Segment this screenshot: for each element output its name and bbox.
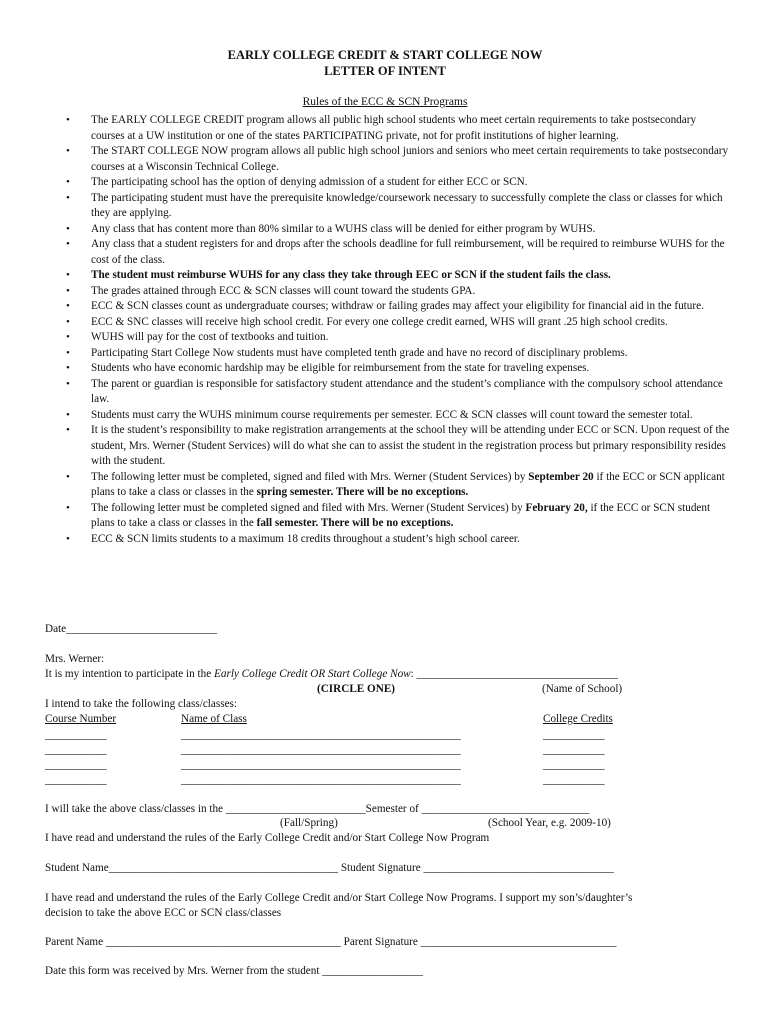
school-name-field[interactable]: : ____________________________________ [410,668,618,680]
salutation: Mrs. Werner: [45,653,105,665]
rule-item: • Students who have economic hardship may be eligible for reimbursement from the state for traveling expenses. [50,361,730,377]
course-number-field[interactable]: ___________ [45,744,107,756]
student-signature-field[interactable]: Student Name_________________________________________ Student Signature __________________________________ [45,862,614,874]
class-name-field[interactable]: __________________________________________________ [181,774,461,786]
credits-field[interactable]: ___________ [543,774,605,786]
received-date-field[interactable]: Date this form was received by Mrs. Werner from the student __________________ [45,965,423,977]
course-number-field[interactable]: ___________ [45,774,107,786]
fall-spring-label: (Fall/Spring) [280,817,338,829]
rule-item: • ECC & SCN classes count as undergraduate courses; withdraw or failing grades may affect your eligibility for financial aid in the future. [50,299,730,315]
course-number-field[interactable]: ___________ [45,729,107,741]
rule-item: • The parent or guardian is responsible for satisfactory student attendance and the student’s compliance with the compulsory school attendance law. [50,377,730,408]
rule-item: • Students must carry the WUHS minimum course requirements per semester. ECC & SCN classes will count toward the semester total. [50,408,730,424]
circle-one-label: (CIRCLE ONE) [317,683,396,695]
parent-acknowledgement-line-1: I have read and understand the rules of the Early College Credit and/or Start College Now Programs. I support my son’s/daughter’s [45,892,633,904]
school-year-label: (School Year, e.g. 2009-10) [488,817,611,829]
rule-item: • Any class that has content more than 80% similar to a WUHS class will be denied for either program by WUHS. [50,222,730,238]
rule-item-spring-deadline: • The following letter must be completed, signed and filed with Mrs. Werner (Student Services) by September 20 if the ECC or SCN applicant plans to take a class or classes in the spring semester. There will be no exceptions. [50,470,730,501]
class-name-field[interactable]: __________________________________________________ [181,729,461,741]
rule-item-bold: • The student must reimburse WUHS for any class they take through EEC or SCN if the student fails the class. [50,268,730,284]
rule-item: • The EARLY COLLEGE CREDIT program allows all public high school students who meet certain requirements to take postsecondary courses at a UW institution or one of the states PARTICIPATING private, not for profit institutions of higher learning. [50,113,730,144]
course-number-field[interactable]: ___________ [45,759,107,771]
intend-statement: I intend to take the following class/classes: [45,698,238,710]
rule-item: • ECC & SCN limits students to a maximum 18 credits throughout a student’s high school career. [50,532,730,548]
rule-item: • The participating school has the option of denying admission of a student for either ECC or SCN. [50,175,730,191]
class-name-field[interactable]: __________________________________________________ [181,759,461,771]
rule-item: • ECC & SNC classes will receive high school credit. For every one college credit earned, WHS will grant .25 high school credits. [50,315,730,331]
name-of-class-header: Name of Class [181,713,247,725]
course-number-header: Course Number [45,713,117,725]
rule-item: • The grades attained through ECC & SCN classes will count toward the students GPA. [50,284,730,300]
rules-subtitle: Rules of the ECC & SCN Programs [302,96,468,108]
rule-item: • WUHS will pay for the cost of textbooks and tuition. [50,330,730,346]
rule-item: • Participating Start College Now students must have completed tenth grade and have no record of disciplinary problems. [50,346,730,362]
credits-field[interactable]: ___________ [543,729,605,741]
credits-field[interactable]: ___________ [543,759,605,771]
student-acknowledgement: I have read and understand the rules of the Early College Credit and/or Start College Now Program [45,832,490,844]
rule-item: • The participating student must have the prerequisite knowledge/coursework necessary to successfully complete the class or classes for which they are applying. [50,191,730,222]
parent-signature-field[interactable]: Parent Name __________________________________________ Parent Signature ___________________________________ [45,936,617,948]
class-name-field[interactable]: __________________________________________________ [181,744,461,756]
date-field[interactable]: Date___________________________ [45,623,218,635]
name-of-school-label: (Name of School) [542,683,623,695]
document-title-line-1: EARLY COLLEGE CREDIT & START COLLEGE NOW [227,48,543,62]
rule-item: • It is the student’s responsibility to make registration arrangements at the school they will be attending under ECC or SCN. Upon request of the student, Mrs. Werner (Student Services) will do what she can to assist the student in the registration process but primary responsibility resides with the student. [50,423,730,470]
credits-field[interactable]: ___________ [543,744,605,756]
rule-item: • The START COLLEGE NOW program allows all public high school juniors and seniors who meet certain requirements to take postsecondary courses at a Wisconsin Technical College. [50,144,730,175]
rules-list [50,113,730,547]
intent-statement: It is my intention to participate in the Early College Credit OR Start College Now: ____________________________________ [45,668,618,680]
rule-item: • Any class that a student registers for and drops after the schools deadline for full reimbursement, will be required to reimburse WUHS for the cost of the class. [50,237,730,268]
rule-item-fall-deadline: • The following letter must be completed signed and filed with Mrs. Werner (Student Services) by February 20, if the ECC or SCN student plans to take a class or classes in the fall semester. There will be no exceptions. [50,501,730,532]
parent-acknowledgement-line-2: decision to take the above ECC or SCN class/classes [45,907,282,919]
document-title-line-2: LETTER OF INTENT [324,64,446,78]
college-credits-header: College Credits [543,713,613,725]
semester-field[interactable]: I will take the above class/classes in the _________________________Semester of ______________________________ [45,803,590,815]
